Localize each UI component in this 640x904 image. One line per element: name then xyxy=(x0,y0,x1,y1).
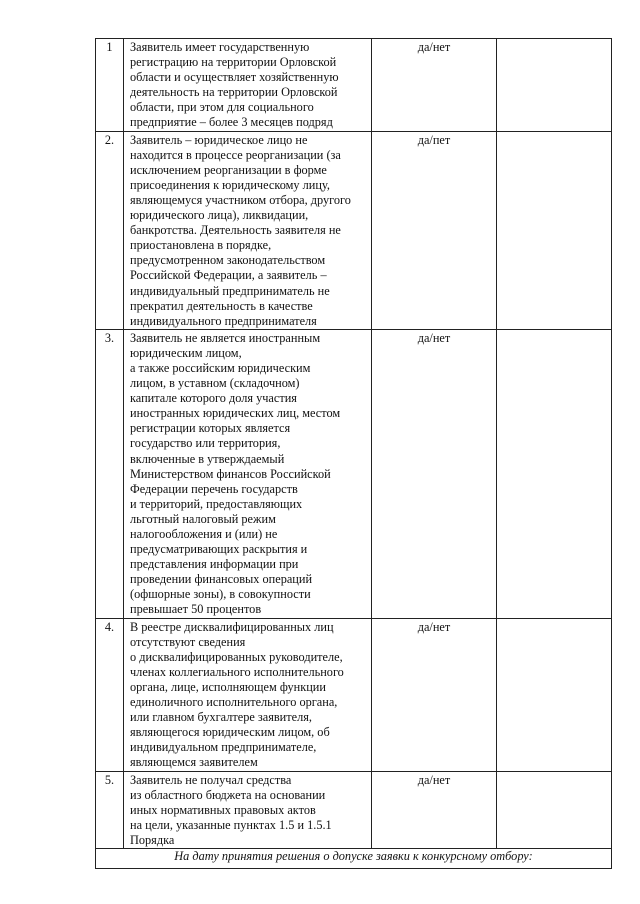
blank-cell xyxy=(497,771,612,848)
criterion-line: а также российским юридическим xyxy=(130,360,311,375)
answer-cell: да/нет xyxy=(372,39,497,132)
criterion-line: проведении финансовых операций xyxy=(130,572,313,587)
criterion-text xyxy=(124,771,372,848)
criterion-line: государство или территория, xyxy=(130,436,281,451)
row-number: 2. xyxy=(96,131,124,329)
criterion-line: области, при этом для социального xyxy=(130,100,314,115)
criterion-line: о дисквалифицированных руководителе, xyxy=(130,649,343,664)
row-number: 4. xyxy=(96,618,124,771)
criterion-line: предприятие – более 3 месяцев подряд xyxy=(130,115,333,130)
criterion-line: включенные в утверждаемый xyxy=(130,451,285,466)
blank-cell xyxy=(497,131,612,329)
criterion-line: исключением реорганизации в форме xyxy=(130,162,327,177)
criterion-line: Заявитель имеет государственную xyxy=(130,40,310,54)
criterion-text xyxy=(124,39,372,132)
criterion-line: деятельность на территории Орловской xyxy=(130,85,338,100)
criterion-line: иностранных юридических лиц, местом xyxy=(130,406,341,421)
criteria-table xyxy=(95,38,612,869)
answer-cell: да/нет xyxy=(372,771,497,848)
criterion-line: капитале которого доля участия xyxy=(130,391,297,406)
criterion-line: банкротства. Деятельность заявителя не xyxy=(130,223,341,238)
criterion-line: регистрации которых является xyxy=(130,421,291,436)
criterion-text xyxy=(124,618,372,771)
criteria-row xyxy=(96,39,612,132)
criterion-line: индивидуальном предпринимателе, xyxy=(130,740,317,755)
criterion-line: находится в процессе реорганизации (за xyxy=(130,147,341,162)
row-number: 3. xyxy=(96,329,124,618)
criterion-text xyxy=(124,329,372,618)
criterion-line: членах коллегиального исполнительного xyxy=(130,664,344,679)
criterion-line: из областного бюджета на основании xyxy=(130,787,326,802)
criterion-line: предусмотренном законодательством xyxy=(130,253,326,268)
criterion-line: превышает 50 процентов xyxy=(130,602,262,617)
row-number: 5. xyxy=(96,771,124,848)
criterion-line: иных нормативных правовых актов xyxy=(130,802,316,817)
answer-cell: да/пет xyxy=(372,131,497,329)
criterion-line: отсутствуют сведения xyxy=(130,634,246,649)
criterion-line: присоединения к юридическому лицу, xyxy=(130,177,330,192)
criterion-line: Заявитель – юридическое лицо не xyxy=(130,132,308,147)
criteria-row xyxy=(96,618,612,771)
criterion-line: Порядка xyxy=(130,832,175,847)
criterion-line: предусматривающих раскрытия и xyxy=(130,542,308,557)
criterion-line: и территорий, предоставляющих xyxy=(130,496,303,511)
blank-cell xyxy=(497,618,612,771)
criterion-line: являющемуся участником отбора, другого xyxy=(130,192,351,207)
criterion-line: или главном бухгалтере заявителя, xyxy=(130,710,312,725)
answer-cell: да/нет xyxy=(372,618,497,771)
criterion-line: Заявитель не является иностранным xyxy=(130,330,321,345)
criteria-body xyxy=(96,39,612,869)
criterion-line: юридическим лицом, xyxy=(130,345,242,360)
criterion-line: Министерством финансов Российской xyxy=(130,466,331,481)
criterion-line: индивидуальный предприниматель не xyxy=(130,283,330,298)
criteria-row xyxy=(96,131,612,329)
criterion-line: индивидуального предпринимателя xyxy=(130,313,317,328)
footer-row xyxy=(96,848,612,868)
blank-cell xyxy=(497,329,612,618)
criterion-line: льготный налоговый режим xyxy=(130,511,276,526)
criterion-line: налогообложения и (или) не xyxy=(130,527,278,541)
footer-note: На дату принятия решения о допуске заявки к конкурсному отбору: xyxy=(96,848,612,868)
criterion-line: органа, лице, исполняющем функции xyxy=(130,679,326,694)
criterion-line: Российской Федерации, а заявитель – xyxy=(130,268,327,283)
criterion-line: представления информации при xyxy=(130,557,299,572)
criterion-text xyxy=(124,131,372,329)
criterion-line: Заявитель не получал средства xyxy=(130,772,292,787)
criterion-line: единоличного исполнительного органа, xyxy=(130,695,338,710)
answer-cell: да/нет xyxy=(372,329,497,618)
blank-cell xyxy=(497,39,612,132)
criterion-line: прекратил деятельность в качестве xyxy=(130,298,313,313)
criterion-line: (офшорные зоны), в совокупности xyxy=(130,587,311,602)
criterion-line: приостановлена в порядке, xyxy=(130,238,272,253)
criterion-line: являющемся заявителем xyxy=(130,755,258,770)
criteria-row xyxy=(96,329,612,618)
row-number: 1 xyxy=(96,39,124,132)
criterion-line: на цели, указанные пунктах 1.5 и 1.5.1 xyxy=(130,817,332,832)
criterion-line: В реестре дисквалифицированных лиц xyxy=(130,619,334,634)
criterion-line: являющегося юридическим лицом, об xyxy=(130,725,330,740)
criterion-line: Федерации перечень государств xyxy=(130,481,298,496)
criterion-line: юридического лица), ликвидации, xyxy=(130,208,309,223)
criterion-line: области и осуществляет хозяйственную xyxy=(130,70,339,85)
criterion-line: лицом, в уставном (складочном) xyxy=(130,376,300,391)
criterion-line: регистрацию на территории Орловской xyxy=(130,55,337,70)
criteria-row xyxy=(96,771,612,848)
